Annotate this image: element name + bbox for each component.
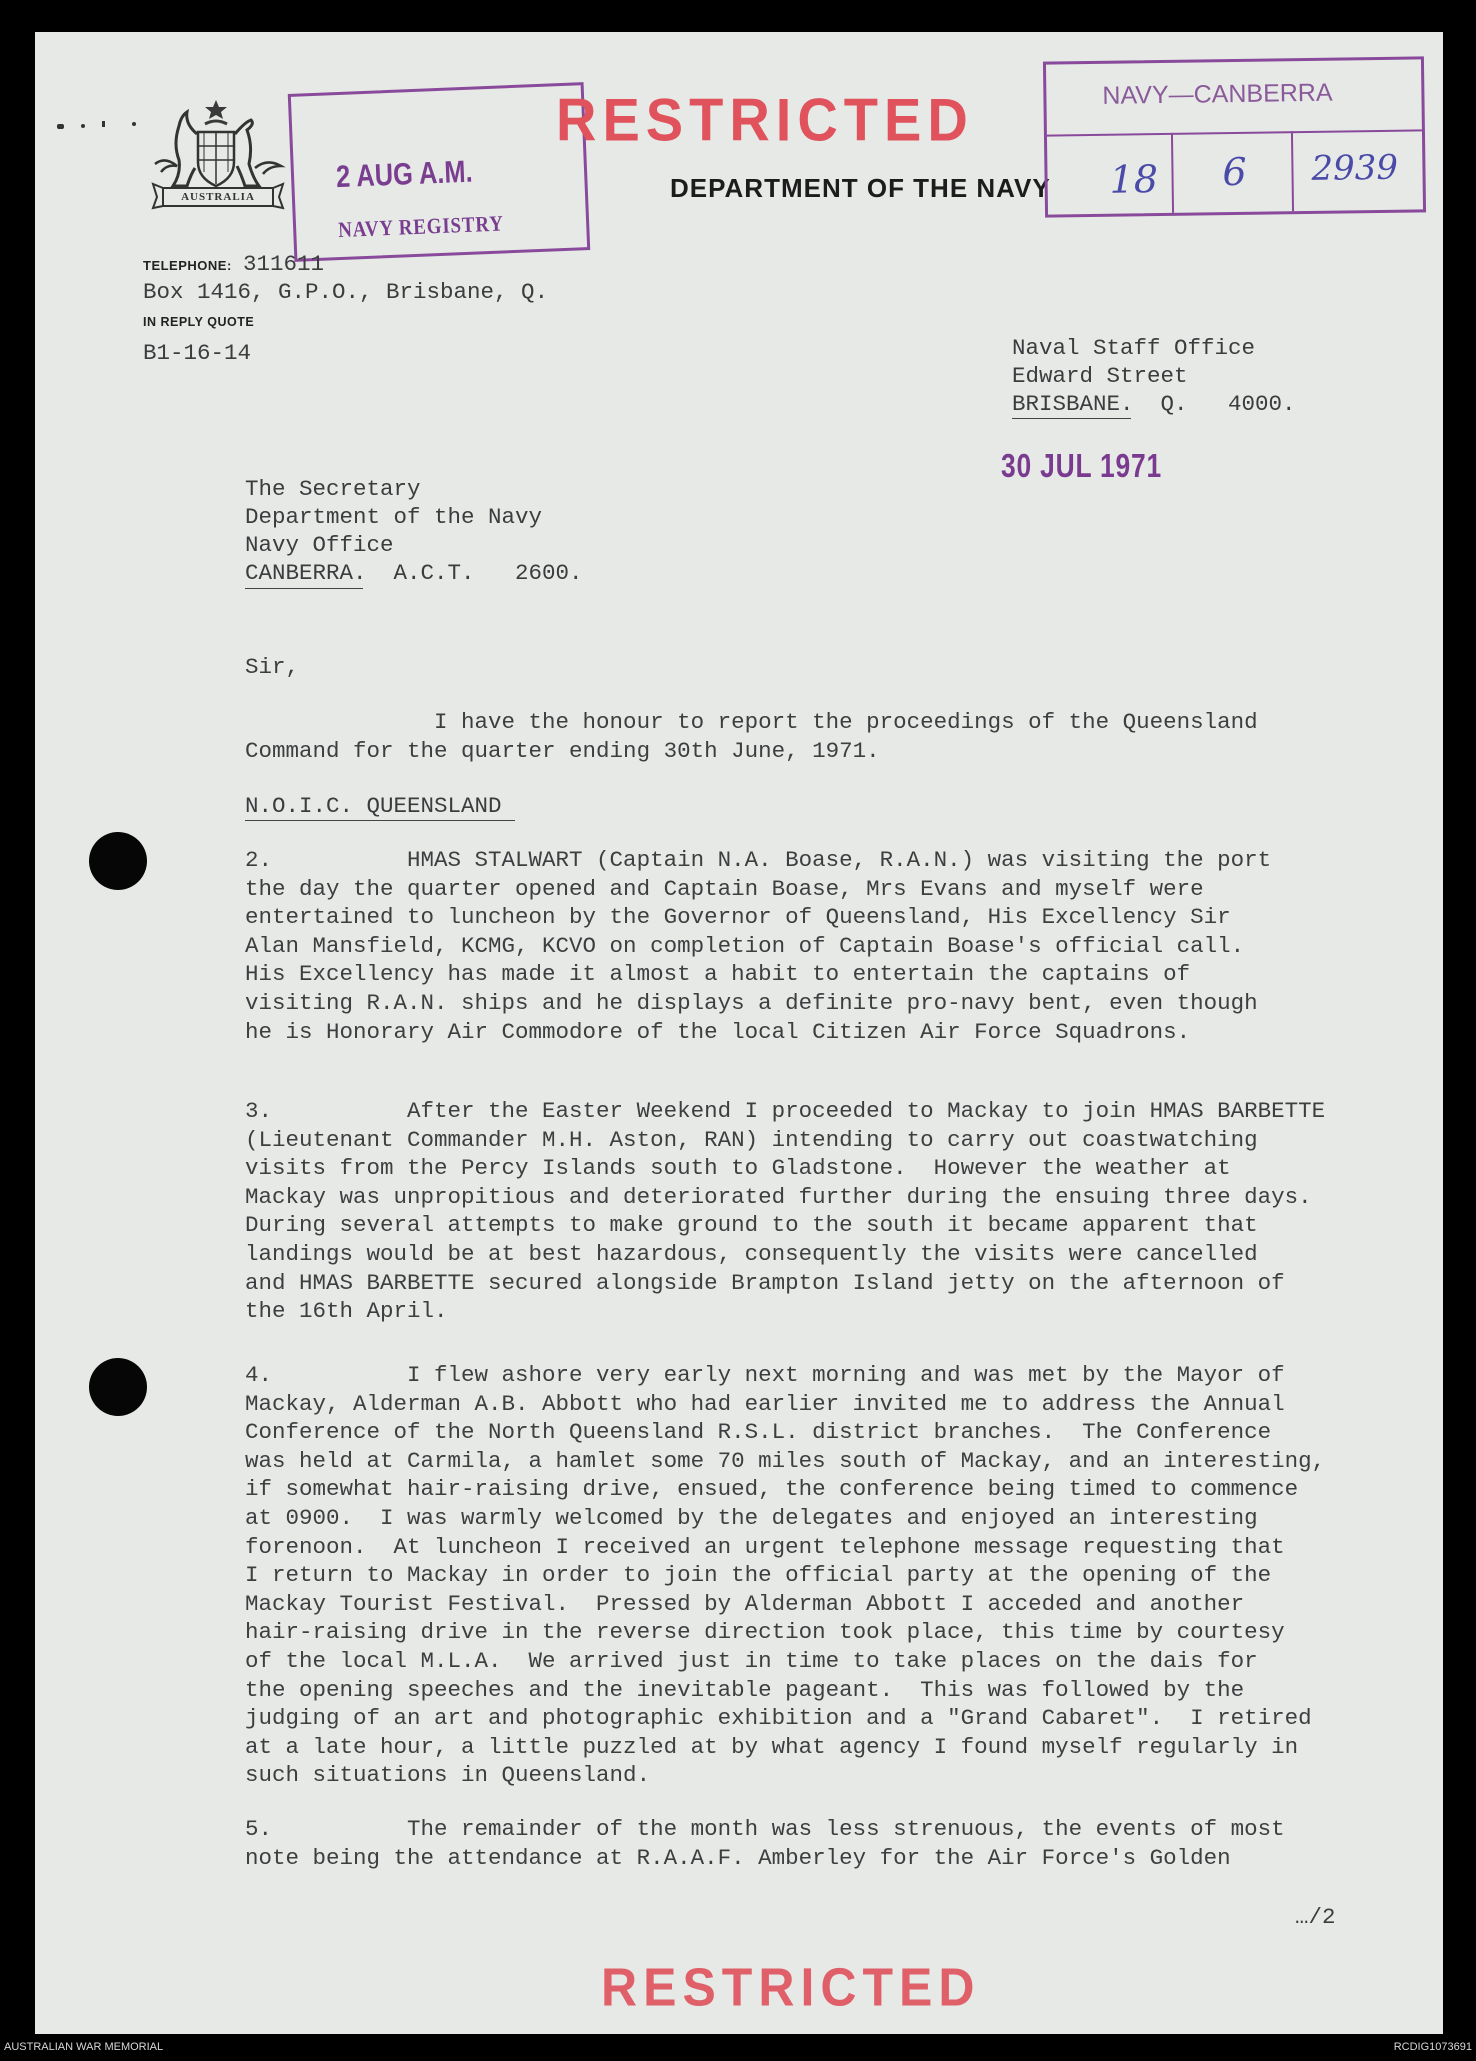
recipient-address-line: CANBERRA. A.C.T. 2600. <box>245 560 583 586</box>
paragraph-line: Mackay Tourist Festival. Pressed by Alderman Abbott I acceded and another <box>245 1590 1245 1617</box>
paragraph-line: 5. The remainder of the month was less strenuous, the events of most <box>245 1816 1285 1842</box>
registry-stamp-date: 2 AUG A.M. <box>335 153 474 195</box>
paragraph-line: was held at Carmila, a hamlet some 70 miles south of Mackay, and an interesting, <box>245 1447 1326 1474</box>
paragraph-line: visiting R.A.N. ships and he displays a definite pro-navy bent, even though <box>245 989 1258 1016</box>
paragraph-3 <box>245 1097 1395 1326</box>
document-page <box>35 32 1443 2034</box>
paragraph-line: His Excellency has made it almost a habit to entertain the captains of <box>245 961 1191 988</box>
paragraph-line: forenoon. At luncheon I received an urgent telephone message requesting that <box>245 1533 1285 1560</box>
paragraph-line: Command for the quarter ending 30th June, 1971. <box>245 737 880 764</box>
paragraph-line: he is Honorary Air Commodore of the local Citizen Air Force Squadrons. <box>245 1018 1191 1045</box>
paragraph-line: the 16th April. <box>245 1298 448 1325</box>
continuation-marker: …/2 <box>1295 1904 1336 1930</box>
punch-hole <box>89 832 147 890</box>
paragraph-line: landings would be at best hazardous, consequently the visits were cancelled <box>245 1240 1258 1267</box>
stamp-number: 6 <box>1222 149 1247 195</box>
stamp-number: 2939 <box>1311 147 1399 189</box>
ink-speck <box>81 124 85 128</box>
paragraph-2 <box>245 846 1395 1046</box>
paragraph-line: judging of an art and photographic exhibition and a "Grand Cabaret". I retired <box>245 1705 1312 1732</box>
paragraph-line: I return to Mackay in order to join the official party at the opening of the <box>245 1562 1272 1589</box>
paragraph-line: 2. HMAS STALWART (Captain N.A. Boase, R.A.N.) was visiting the port <box>245 847 1272 873</box>
recipient-address-line: The Secretary <box>245 476 421 502</box>
paragraph-line: and HMAS BARBETTE secured alongside Brampton Island jetty on the afternoon of <box>245 1269 1285 1296</box>
paragraph-line: at a late hour, a little puzzled at by what agency I found myself regularly in <box>245 1733 1299 1760</box>
restricted-stamp-top: RESTRICTED <box>556 85 974 154</box>
navy-canberra-title: NAVY—CANBERRA <box>1102 78 1333 110</box>
stamp-number: 18 <box>1109 157 1159 202</box>
ink-speck <box>57 124 64 129</box>
paragraph-line: the opening speeches and the inevitable pageant. This was followed by the <box>245 1676 1245 1703</box>
underline <box>245 820 515 821</box>
paragraph-line: the day the quarter opened and Captain Boase, Mrs Evans and myself were <box>245 875 1204 902</box>
paragraph-line: 3. After the Easter Weekend I proceeded to Mackay to join HMAS BARBETTE <box>245 1098 1326 1124</box>
postal-box: Box 1416, G.P.O., Brisbane, Q. <box>143 279 549 305</box>
paragraph-1 <box>245 708 1395 765</box>
sender-address-line: Edward Street <box>1012 363 1188 389</box>
stamp-rule <box>1047 129 1422 136</box>
footer-record-id: RCDIG1073691 <box>1393 2041 1472 2053</box>
telephone-number: 311611 <box>243 251 325 277</box>
paragraph-line: visits from the Percy Islands south to Gladstone. However the weather at <box>245 1155 1231 1182</box>
paragraph-line: of the local M.L.A. We arrived just in time to take places on the dais for <box>245 1647 1258 1674</box>
paragraph-line: hair-raising drive in the reverse direction took place, this time by courtesy <box>245 1619 1285 1646</box>
registry-stamp-label: NAVY REGISTRY <box>337 210 505 243</box>
paragraph-line: entertained to luncheon by the Governor of Queensland, His Excellency Sir <box>245 904 1231 931</box>
ink-speck <box>132 122 136 126</box>
ink-speck <box>102 121 105 127</box>
telephone-label: TELEPHONE: <box>143 258 232 273</box>
paragraph-line: such situations in Queensland. <box>245 1762 651 1789</box>
stamp-divider <box>1171 133 1174 213</box>
sender-address-line: BRISBANE. Q. 4000. <box>1012 391 1296 417</box>
stamp-divider <box>1291 131 1294 211</box>
paragraph-line: During several attempts to make ground to the south it became apparent that <box>245 1212 1258 1239</box>
reference-number: B1-16-14 <box>143 340 252 366</box>
coat-of-arms <box>143 94 293 214</box>
paragraph-line: if somewhat hair-raising drive, ensued, the conference being timed to commence <box>245 1476 1299 1503</box>
paragraph-5 <box>245 1815 1395 1872</box>
navy-canberra-stamp <box>1043 56 1426 217</box>
reply-quote-label: IN REPLY QUOTE <box>143 315 255 329</box>
recipient-address-line: Department of the Navy <box>245 504 543 530</box>
underline <box>245 588 363 589</box>
punch-hole <box>89 1358 147 1416</box>
paragraph-4 <box>245 1361 1395 1790</box>
date-stamp: 30 JUL 1971 <box>1001 447 1162 484</box>
section-heading: N.O.I.C. QUEENSLAND <box>245 793 502 819</box>
paragraph-line: Alan Mansfield, KCMG, KCVO on completion of Captain Boase's official call. <box>245 932 1245 959</box>
paragraph-line: Mackay was unpropitious and deteriorated further during the ensuing three days. <box>245 1183 1312 1210</box>
footer-archive-name: AUSTRALIAN WAR MEMORIAL <box>4 2041 164 2053</box>
recipient-address-line: Navy Office <box>245 532 394 558</box>
paragraph-line: note being the attendance at R.A.A.F. Amberley for the Air Force's Golden <box>245 1844 1231 1871</box>
department-heading: DEPARTMENT OF THE NAVY <box>670 173 1051 203</box>
paragraph-line: 4. I flew ashore very early next morning and was met by the Mayor of <box>245 1362 1285 1388</box>
paragraph-line: Mackay, Alderman A.B. Abbott who had earlier invited me to address the Annual <box>245 1390 1285 1417</box>
salutation: Sir, <box>245 654 300 680</box>
registry-stamp <box>288 82 591 262</box>
underline <box>1012 418 1131 419</box>
paragraph-line: at 0900. I was warmly welcomed by the delegates and enjoyed an interesting <box>245 1504 1258 1531</box>
paragraph-line: Conference of the North Queensland R.S.L. district branches. The Conference <box>245 1419 1272 1446</box>
paragraph-line: I have the honour to report the proceedings of the Queensland <box>245 709 1258 735</box>
restricted-stamp-bottom: RESTRICTED <box>601 1956 981 2018</box>
paragraph-line: (Lieutenant Commander M.H. Aston, RAN) intending to carry out coastwatching <box>245 1126 1258 1153</box>
sender-address-line: Naval Staff Office <box>1012 335 1256 361</box>
crest-label: AUSTRALIA <box>181 191 255 203</box>
